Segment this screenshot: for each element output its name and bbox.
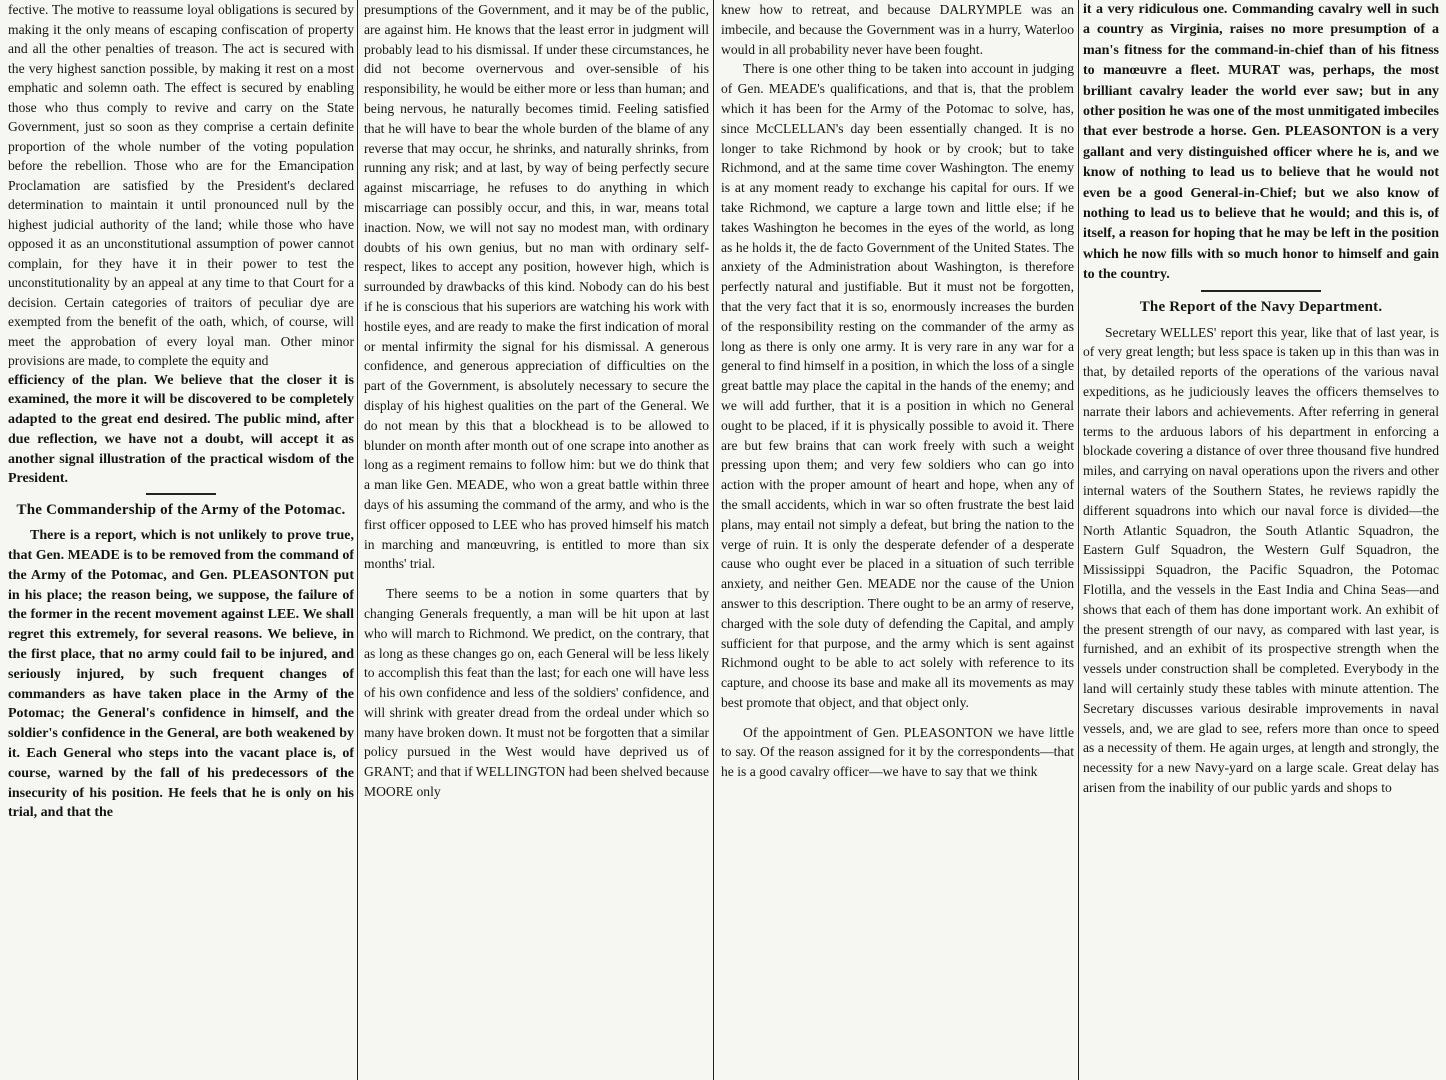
article-paragraph: Secretary WELLES' report this year, like that of last year, is of very great length; but less space is taken up in this than was in that, by detailed reports of the operations of the various naval expeditions, as he judiciously leaves the officers themselves to narrate their labors and achievements. After referring in general terms to the arduous labors of his department in enforcing a blockade covering a distance of over three thousand five hundred miles, and carrying on naval operations upon the rivers and other internal waters of the Southern States, he reviews rapidly the different squadrons into which our naval force is divided—the North Atlantic Squadron, the South Atlantic Squadron, the Eastern Gulf Squadron, the Western Gulf Squadron, the Mississippi Squadron, the Pacific Squadron, the Potomac Flotilla, and the vessels in the East India and China Seas—and shows that each of them has done important work. An exhibit of the present strength of our navy, as compared with last year, is furnished, and an exhibit of its prospective strength when the vessels under construction shall be completed. Everybody in the land will certainly study these tables with minute attention. The Secretary discusses various desirable improvements in naval vessels, and, we are glad to see, refers more than once to speed as a necessity of them. He again urges, at length and strongly, the necessity for a new Navy-yard on a large scale. Great delay has arisen from the inability of our public yards and shops to [1083,324,1439,796]
article-paragraph: it a very ridiculous one. Commanding cavalry well in such a country as Virginia, raises no more presumption of a man's fitness for the command-in-chief than of his fitness to manœuvre a fleet. MURAT was, perhaps, the most brilliant cavalry leader the world ever saw; but in any other position he was one of the most unmitigated imbeciles that ever bestrode a horse. Gen. PLEASONTON is a very gallant and very distinguished officer where he is, and we know of nothing to lead us to believe that he would not even be a good General-in-Chief; but we also know of nothing to lead us to believe that he would; and this is, of itself, a reason for hoping that he may be left in the position which he now fills with so much honor to himself and gain to the country. [1083,2,1439,283]
column-rule [713,0,714,1080]
column-4 [1083,0,1439,1080]
article-paragraph: Of the appointment of Gen. PLEASONTON we have little to say. Of the reason assigned for it by the correspondents—that he is a good cavalry officer—we have to say that we think [721,724,1074,780]
column-2 [364,0,709,1080]
column-rule [1078,0,1079,1080]
article-paragraph: presumptions of the Government, and it may be of the public, are against him. He knows that the least error in judgment will probably lead to his dismissal. If under these circumstances, he did not become overnervous and over-sensible of his responsibility, he would be either more or less than human; and being nervous, he naturally becomes timid. Feeling satisfied that he will have to bear the whole burden of the blame of any reverse that may occur, he shrinks, and naturally shrinks, from running any risk; and at last, by way of being perfectly secure against miscarriage, he refuses to do anything in which miscarriage can possibly occur, and this, in war, means total inaction. Now, we will not say no modest man, with ordinary doubts of his own genius, but no man with ordinary self-respect, likes to accept any position, however high, which is surrounded by drawbacks of this kind. Nobody can do his best if he is conscious that his superiors are watching his work with hostile eyes, and are ready to make the first indication of moral or mental infirmity the signal for his dismissal. A generous confidence, and generous appreciation of difficulties on the part of the Government, is absolutely necessary to secure the display of his highest qualities on the part of the General. We do not mean by this that a blockhead is to be allowed to blunder on month after month out of one scrape into another as long as a regiment remains to follow him: but we do think that a man like Gen. MEADE, who won a great battle within three days of his assuming the command of the army, and who is the first officer opposed to LEE who has proved himself his match in marching and manœuvring, is entitled to more than six months' trial. [364,2,709,572]
article-paragraph: There is a report, which is not unlikely to prove true, that Gen. MEADE is to be removed from the command of the Army of the Potomac, and Gen. PLEASONTON put in his place; the reason being, we suppose, the failure of the former in the recent movement against LEE. We shall regret this extremely, for several reasons. We believe, in the first place, that no army could fail to be injured, and seriously injured, by such frequent changes of commanders as have taken place in the Army of the Potomac; the General's confidence in himself, and the soldier's confidence in the General, are both weakened by it. Each General who steps into the vacant place is, of course, warned by the fall of his predecessors of the insecurity of his position. He feels that he is only on his trial, and that the [8,528,354,821]
article-paragraph: There is one other thing to be taken into account in judging of Gen. MEADE's qualifications, and that is, that the problem which it has been for the Army of the Potomac to solve, has, since McCLELLAN's day been essentially changed. It is no longer to take Richmond by hook or by crook; but to take Richmond, and at the same time cover Washington. The enemy is at any moment ready to exchange his capital for ours. If we take Richmond, we capture a large town and little else; if he takes Washington he becomes in the eyes of the world, as long as he holds it, the de facto Government of the United States. The anxiety of the Administration about Washington, is therefore perfectly natural and justifiable. But it must not be forgotten, that the very fact that it is so, enormously increases the burden of the responsibility resting on the commander of the army as long as there is only one army. It is very rare in any war for a general to find himself in a position, in which the loss of a single great battle may place the capital in the hands of the enemy; and we will add further, that it is a position in which no General ought to be placed, if it is physically possible to avoid it. There are but few brains that can work freely with such a weight pressing upon them; and very few soldiers who can go into action with the proper amount of heart and hope, when any of the small accidents, which in war so often frustrate the best laid plans, may entail not simply a defeat, but bring the nation to the verge of ruin. It is only the desperate defender of a desperate cause who ought ever be placed in a situation of such terrible anxiety, and neither Gen. MEADE nor the cause of the Union answer to this description. There ought to be an army of reserve, charged with the sole duty of defending the Capital, and amply sufficient for that purpose, and the army which is sent against Richmond ought to be able to act solely with reference to its capture, and choose its base and make all its movements as may best promote that object, and that object only. [721,61,1074,710]
article-paragraph: There seems to be a notion in some quarters that by changing Generals frequently, a man will be hit upon at last who will march to Richmond. We predict, on the contrary, that as long as these changes go on, each General will be less likely to accomplish this feat than the last; for each one will have less of his own confidence and less of the soldiers' confidence, and will shrink with greater dread from the ordeal under which so many have broken down. It must not be forgotten that a similar policy pursued in the West would have deprived us of GRANT; and that if WELLINGTON had been shelved because MOORE only [364,586,709,800]
article-paragraph: fective. The motive to reassume loyal obligations is secured by making it the only means of escaping confiscation of property and all the other penalties of treason. The act is secured with the very highest sanction possible, by making it rest on a most emphatic and solemn oath. The effect is secured by enabling those who thus comply to revive and carry on the State Government, just so soon as they comprise a certain definite proportion of the whole number of the voting population before the rebellion. Those who are for the Emancipation Proclamation are satisfied by the President's declared determination to maintain it until pronounced null by the highest judicial authority of the land; while those who have opposed it as an unconstitutional assumption of power cannot complain, for they have it in their power to test the unconstitutionality by an appeal at any time to that Court for a decision. Certain categories of traitors of peculiar dye are exempted from the benefit of the oath, which, of course, will meet the approbation of every loyal man. Other minor provisions are made, to complete the equity and [8,2,354,368]
article-paragraph: efficiency of the plan. We believe that the closer it is examined, the more it will be discovered to be completely adapted to the great end desired. The public mind, after due reflection, we have not a doubt, will accept it as another signal illustration of the practical wisdom of the President. [8,372,354,487]
article-headline: The Report of the Navy Department. [1139,298,1383,315]
paragraph-gap [364,574,709,584]
section-divider [146,493,216,495]
article-paragraph: knew how to retreat, and because DALRYMPLE was an imbecile, and because the Government was in a hurry, Waterloo would in all probability never have been fought. [721,2,1074,57]
paragraph-gap [721,713,1074,723]
article-headline: The Commandership of the Army of the Potomac. [16,502,346,519]
column-3 [721,0,1074,1080]
section-divider [1201,290,1321,292]
column-1 [8,0,354,1080]
column-rule [357,0,358,1080]
